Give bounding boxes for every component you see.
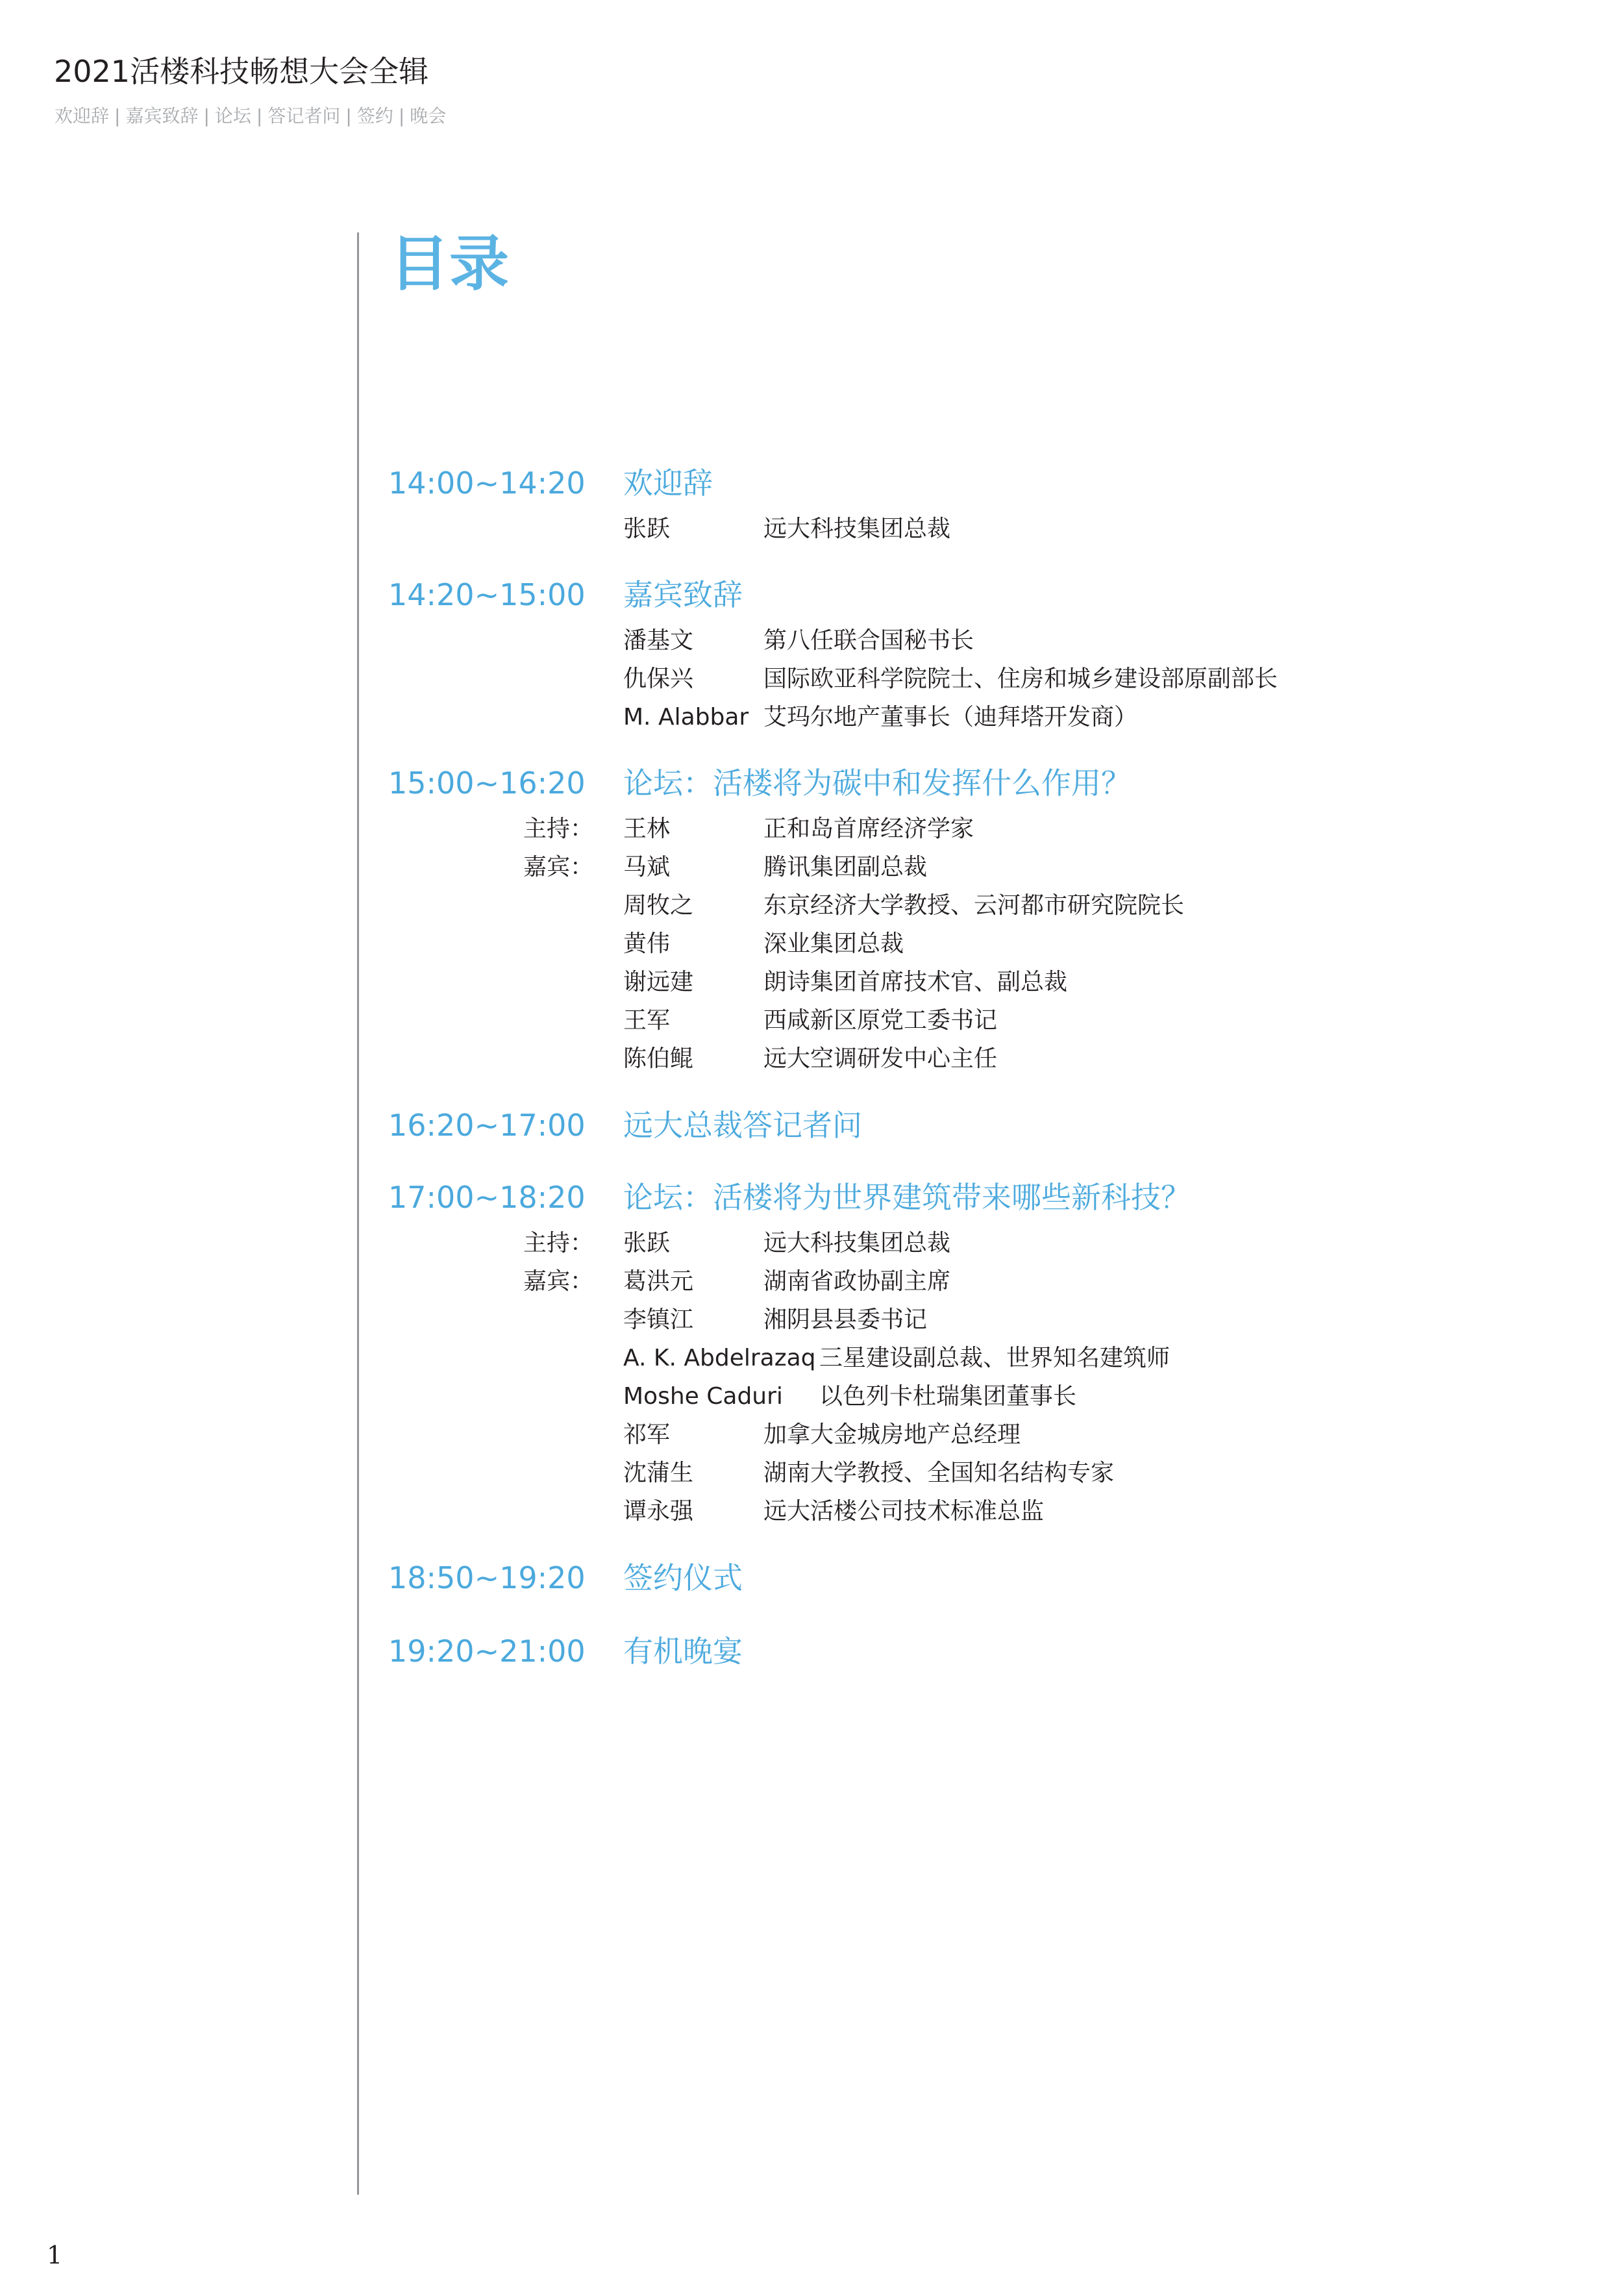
person-title: 第八任联合国秘书长 — [763, 627, 974, 654]
breadcrumb-separator: | — [345, 105, 352, 127]
person-name: 王林 — [623, 816, 671, 842]
person-name: 仇保兴 — [623, 666, 694, 692]
person-name: 谭永强 — [623, 1498, 694, 1525]
person-title: 正和岛首席经济学家 — [763, 816, 974, 842]
breadcrumb-item-forum: 论坛 — [214, 105, 251, 127]
breadcrumb-item-gala: 晚会 — [410, 105, 447, 127]
breadcrumb-separator: | — [114, 105, 121, 127]
role-label-guests: 嘉宾： — [523, 854, 594, 880]
person-name: 谢远建 — [623, 969, 694, 995]
breadcrumb-item-guest-speech: 嘉宾致辞 — [125, 105, 199, 127]
session-title: 论坛：活楼将为碳中和发挥什么作用？ — [623, 766, 1131, 801]
session-time: 14:00~14:20 — [388, 466, 586, 501]
role-label-guests: 嘉宾： — [523, 1268, 594, 1295]
person-title: 加拿大金城房地产总经理 — [763, 1421, 1021, 1448]
breadcrumb-item-signing: 签约 — [356, 105, 393, 127]
person-title: 腾讯集团副总裁 — [763, 854, 928, 880]
person-name: Moshe Caduri — [623, 1383, 783, 1410]
person-name: 张跃 — [623, 1230, 671, 1256]
session-time: 18:50~19:20 — [388, 1560, 586, 1595]
vertical-divider — [357, 232, 359, 2195]
person-name: 马斌 — [623, 854, 671, 880]
page-number: 1 — [47, 2241, 63, 2269]
role-label-host: 主持： — [523, 1230, 594, 1256]
person-title: 深业集团总裁 — [763, 930, 904, 957]
toc-heading: 目录 — [390, 229, 510, 299]
person-title: 远大科技集团总裁 — [763, 1230, 951, 1256]
person-title: 远大活楼公司技术标准总监 — [763, 1498, 1045, 1525]
person-title: 远大科技集团总裁 — [763, 516, 951, 542]
breadcrumb-separator: | — [203, 105, 210, 127]
session-time: 15:00~16:20 — [388, 766, 586, 801]
person-title: 以色列卡杜瑞集团董事长 — [819, 1383, 1077, 1410]
person-title: 湖南省政协副主席 — [763, 1268, 951, 1295]
session-title: 远大总裁答记者问 — [623, 1108, 862, 1143]
person-name: 潘基文 — [623, 627, 694, 654]
person-name: 王军 — [623, 1007, 671, 1034]
session-title: 欢迎辞 — [623, 466, 713, 501]
breadcrumb — [55, 105, 446, 128]
person-name: 祁军 — [623, 1421, 671, 1448]
person-title: 国际欧亚科学院院士、住房和城乡建设部原副部长 — [763, 666, 1278, 692]
person-name: 沈蒲生 — [623, 1460, 694, 1486]
breadcrumb-item-press-qa: 答记者问 — [267, 105, 341, 127]
person-name: M. Alabbar — [623, 704, 749, 730]
role-label-host: 主持： — [523, 816, 594, 842]
person-title: 三星建设副总裁、世界知名建筑师 — [819, 1345, 1171, 1371]
person-title: 东京经济大学教授、云河都市研究院院长 — [763, 892, 1185, 919]
session-time: 19:20~21:00 — [388, 1634, 586, 1669]
person-name: 黄伟 — [623, 930, 671, 957]
breadcrumb-separator: | — [256, 105, 263, 127]
session-time: 16:20~17:00 — [388, 1108, 586, 1143]
person-name: 张跃 — [623, 516, 671, 542]
person-name: 葛洪元 — [623, 1268, 694, 1295]
session-title: 签约仪式 — [623, 1560, 743, 1595]
session-time: 14:20~15:00 — [388, 577, 586, 612]
person-title: 湖南大学教授、全国知名结构专家 — [763, 1460, 1115, 1486]
person-title: 湘阴县县委书记 — [763, 1306, 928, 1333]
breadcrumb-separator: | — [398, 105, 405, 127]
document-title: 2021活楼科技畅想大会全辑 — [54, 54, 429, 89]
person-title: 艾玛尔地产董事长（迪拜塔开发商） — [763, 704, 1138, 730]
session-title: 有机晚宴 — [623, 1634, 743, 1669]
person-name: A. K. Abdelrazaq — [623, 1345, 816, 1371]
session-title: 嘉宾致辞 — [623, 577, 743, 612]
breadcrumb-item-welcome: 欢迎辞 — [55, 105, 110, 127]
person-name: 陈伯鲲 — [623, 1045, 694, 1072]
person-title: 朗诗集团首席技术官、副总裁 — [763, 969, 1068, 995]
person-title: 远大空调研发中心主任 — [763, 1045, 998, 1072]
person-name: 李镇江 — [623, 1306, 694, 1333]
person-title: 西咸新区原党工委书记 — [763, 1007, 998, 1034]
session-time: 17:00~18:20 — [388, 1180, 586, 1215]
person-name: 周牧之 — [623, 892, 694, 919]
session-title: 论坛：活楼将为世界建筑带来哪些新科技？ — [623, 1180, 1191, 1215]
